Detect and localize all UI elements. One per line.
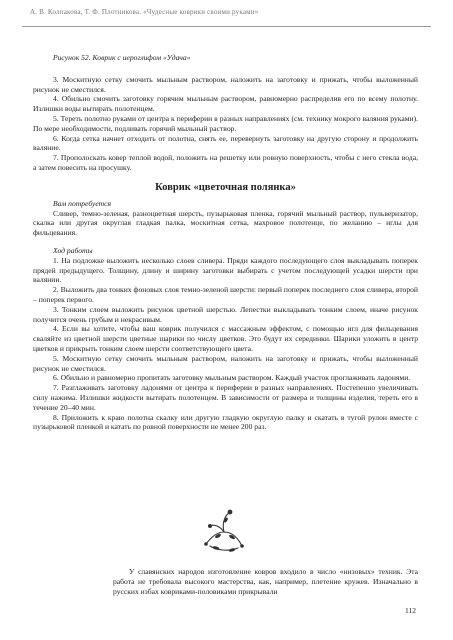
step-3: 3. Тонким слоем выложить рисунок цветной шерстью. Лепестки выкладывать тонким слоем, иначе рисунок получится очень грубым и некрасивым. <box>33 304 418 324</box>
intro-step-6: 6. Когда сетка начнет отходить от полотна, снять ее, перевернуть заготовку на другую сторону и продолжить валяние. <box>33 133 418 153</box>
step-5: 5. Москитную сетку смочить мыльным раствором, наложить на заготовку и прижать, чтобы выложенный рисунок не сместился. <box>33 353 418 373</box>
step-4: 4. Если вы хотите, чтобы ваш коврик получился с массажным эффектом, с помощью игл для фильцевания сваляйте из цветной шерсти цветные шарики по числу цветков. Это будут их серединки. Шарики уложить в центр цветков и прикрыть тонким слоем шерсти соответствующего цвета. <box>33 324 418 353</box>
step-6: 6. Обильно и равномерно пропитать заготовку мыльным раствором. Каждый участок проглаживать ладонями. <box>53 373 411 383</box>
intro-step-5: 5. Тереть полотно руками от центра к периферии в разных направлениях (см. технику мокрого валяния руками). По мере необходимости, подливать горячий мыльный раствор. <box>33 113 418 133</box>
page-body <box>33 53 418 432</box>
header-divider <box>22 26 431 27</box>
figure-caption: Рисунок 52. Коврик с иероглифом «Удача» <box>53 53 191 62</box>
outro-text-block <box>113 567 418 597</box>
outro-paragraph: У славянских народов изготовление ковров входило в число «низовых» техник. Эта работа не требовала высокого мастерства, как, например, плетение кружев. Изначально в русских избах ковриками-половиками прикрывали <box>113 567 418 596</box>
step-1: 1. На подложке выложить несколько слоев сливера. Пряди каждого последующего слоя выкладывать поперек прядей предыдущего. Толщину, длину и ширину заготовки выбирать с учетом последующей усадки шерсти при валянии. <box>33 255 418 285</box>
spacer <box>33 238 418 244</box>
process-heading: Ход работы <box>53 245 93 255</box>
step-2: 2. Выложить два тонких фоновых слоя темно-зеленой шерсти: первый поперек последнего слоя сливера, второй – поперек первого. <box>33 285 418 304</box>
section-title: Коврик «цветочная полянка» <box>155 181 296 193</box>
floral-vignette-icon <box>198 506 250 558</box>
materials-text: Сливер, темно-зеленая, разноцветная шерсть, пузырьковая пленка, горячий мыльный раствор, пульверизатор, скалка или другая округлая гладкая палка, москитная сетка, махровое полотенце, по желанию – иглы для фильцевания. <box>33 208 418 238</box>
running-header: А. В. Колпакова, Т. Ф. Плотникова. «Чудесные коврики своими руками» <box>30 8 259 16</box>
page-number: 112 <box>405 606 416 615</box>
intro-step-3: 3. Москитную сетку смочить мыльным раствором, наложить на заготовку и прижать, чтобы выложенный рисунок не сместился. <box>33 74 418 94</box>
materials-heading: Вам потребуется <box>53 198 112 208</box>
step-7: 7. Разглаживать заготовку ладонями от центра к периферии в разных направлениях. Постепенно увеличивать силу нажима. Излишки жидкости вытирать полотенцем. В зависимости от размера и толщины изделия, тереть его в течение 20–40 мин. <box>33 383 418 412</box>
intro-step-4: 4. Обильно смочить заготовку горячим мыльным раствором, равномерно распределив его по всему полотну. Излишки воды вытирать полотенцем. <box>33 94 418 114</box>
intro-step-7: 7. Прополоскать ковер теплой водой, положить на решетку или ровную поверхность, чтобы с него стекла вода, а затем повесить на просушку. <box>33 153 418 172</box>
step-8: 8. Приложить к краю полотна скалку или другую гладкую округлую палку и скатать в тугой рулон вместе с пузырьковой пленкой и катать по ровной поверхности не менее 200 раз. <box>33 412 418 432</box>
